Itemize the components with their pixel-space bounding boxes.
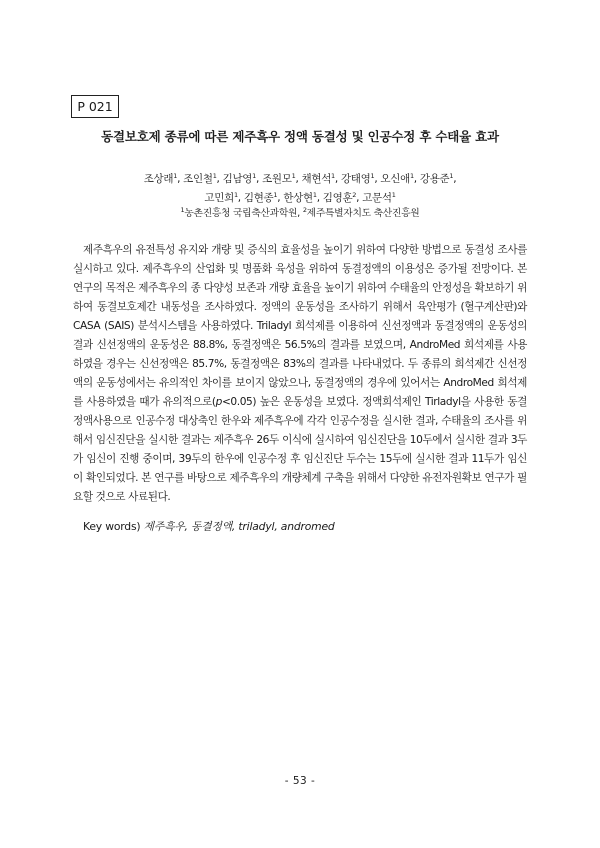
abstract-body [73,241,527,507]
author-affiliation-mark: 1 [233,191,238,199]
author-name: 조원모 [262,173,292,185]
author-affiliation-mark: 1 [331,172,335,180]
abstract-text-part2: <0.05) 높은 운동성을 보였다. 정액희석제인 Tirladyl을 사용한 동결정액사용으로 인공수정 대상축인 한우와 제주흑우에 각각 인공수정을 실시한 결과, 수태율의 조사를 위해서 임신진단을 실시한 결과는 제주흑우 26두 이식에 실시하여 임신진단을 10두에서 실시한 결과 3두가 임신이 진행 중이며, 39두의 한우에 인공수정 후 임신진단 두수는 15두에 실시한 결과 11두가 임신이 확인되었다. 본 연구를 바탕으로 제주흑우의 개량체계 구축을 위해서 다양한 유전자원확보 연구가 필요할 것으로 사료된다. [73,396,527,503]
affiliation-mark: 2 [302,206,307,214]
author-affiliation-mark: 1 [409,172,414,180]
author-affiliation-mark: 1 [252,172,256,180]
author-name: 조상래 [143,173,174,185]
abstract-code: P 021 [71,95,119,118]
paper-title: 동결보호제 종류에 따른 제주흑우 정액 동결성 및 인공수정 후 수태율 효과 [101,129,499,144]
author-affiliation-mark: 1 [370,172,375,180]
affiliation-mark: 1 [180,206,185,214]
author-name: 고문석 [362,192,392,204]
author-name: 조인철 [183,173,213,185]
keywords-label: Key words) [83,520,141,533]
author-name: 고민희 [204,192,234,204]
author-affiliation-mark: 1 [449,172,454,180]
author-line-1: 조상래$^1$, 조인철$^1$, 김남영$^1$, 조원모$^1$, 채현석$^1$, 강태영$^1$, 오신애$^1$, 강용준$^1$, [143,172,457,185]
author-list [100,170,500,208]
author-name: 김현종 [243,192,274,204]
author-affiliation-mark: 1 [391,191,396,199]
affiliation-text: 제주특별자치도 축산진흥원 [306,208,420,219]
page-number: - 53 - [284,775,316,787]
author-affiliation-mark: 1 [291,172,296,180]
author-name: 강용준 [419,173,450,185]
author-line-2: 고민희$^1$, 김현종$^1$, 한상현$^1$, 김영훈$^2$, 고문석$^1$ [204,191,396,204]
author-affiliation-mark: 1 [273,191,278,199]
author-affiliation-mark: 1 [212,172,217,180]
keywords-value: 제주흑우, 동결정액, triladyl, andromed [143,520,335,533]
author-name: 오신애 [380,173,410,185]
author-affiliation-mark: 1 [173,172,178,180]
author-affiliation-mark: 1 [312,191,317,199]
affiliation-text: 농촌진흥청 국립축산과학원, [184,208,303,219]
keywords [83,519,523,534]
affiliations [100,205,500,219]
author-name: 한상현 [283,192,313,204]
author-name: 김영훈 [322,192,353,204]
author-name: 김남영 [222,173,253,185]
p-value-symbol: p [215,396,222,408]
author-affiliation-mark: 2 [352,191,357,199]
author-name: 채현석 [301,173,332,185]
author-name: 강태영 [340,173,371,185]
abstract-text-part1: 제주흑우의 유전특성 유지와 개량 및 증식의 효율성을 높이기 위하여 다양한 방법으로 동결성 조사를 실시하고 있다. 제주흑우의 산업화 및 명품화 육성을 위하여 동결정액의 이용성은 증가될 전망이다. 본 연구의 목적은 제주흑우의 종 다양성 보존과 개량 효율을 높이기 위하여 수태율의 안정성을 확보하기 위하여 동결보호제간 내동성을 조사하였다. 정액의 운동성을 조사하기 위해서 육안평가 (혈구계산판)와 CASA (SAIS) 분석시스템을 사용하였다. Triladyl 희석제를 이용하여 신선정액과 동결정액의 운동성의 결과 신선정액의 운동성은 88.8%, 동결정액은 56.5%의 결과를 보였으며, AndroMed 희석제를 사용하였을 경우는 신선정액은 85.7%, 동결정액은 83%의 결과를 나타내었다. 두 종류의 희석제간 신선정액의 운동성에서는 유의적인 차이를 보이지 않았으나, 동결정액의 경우에 있어서는 AndroMed 희석제를 사용하였을 때가 유의적으로( [73,244,527,408]
